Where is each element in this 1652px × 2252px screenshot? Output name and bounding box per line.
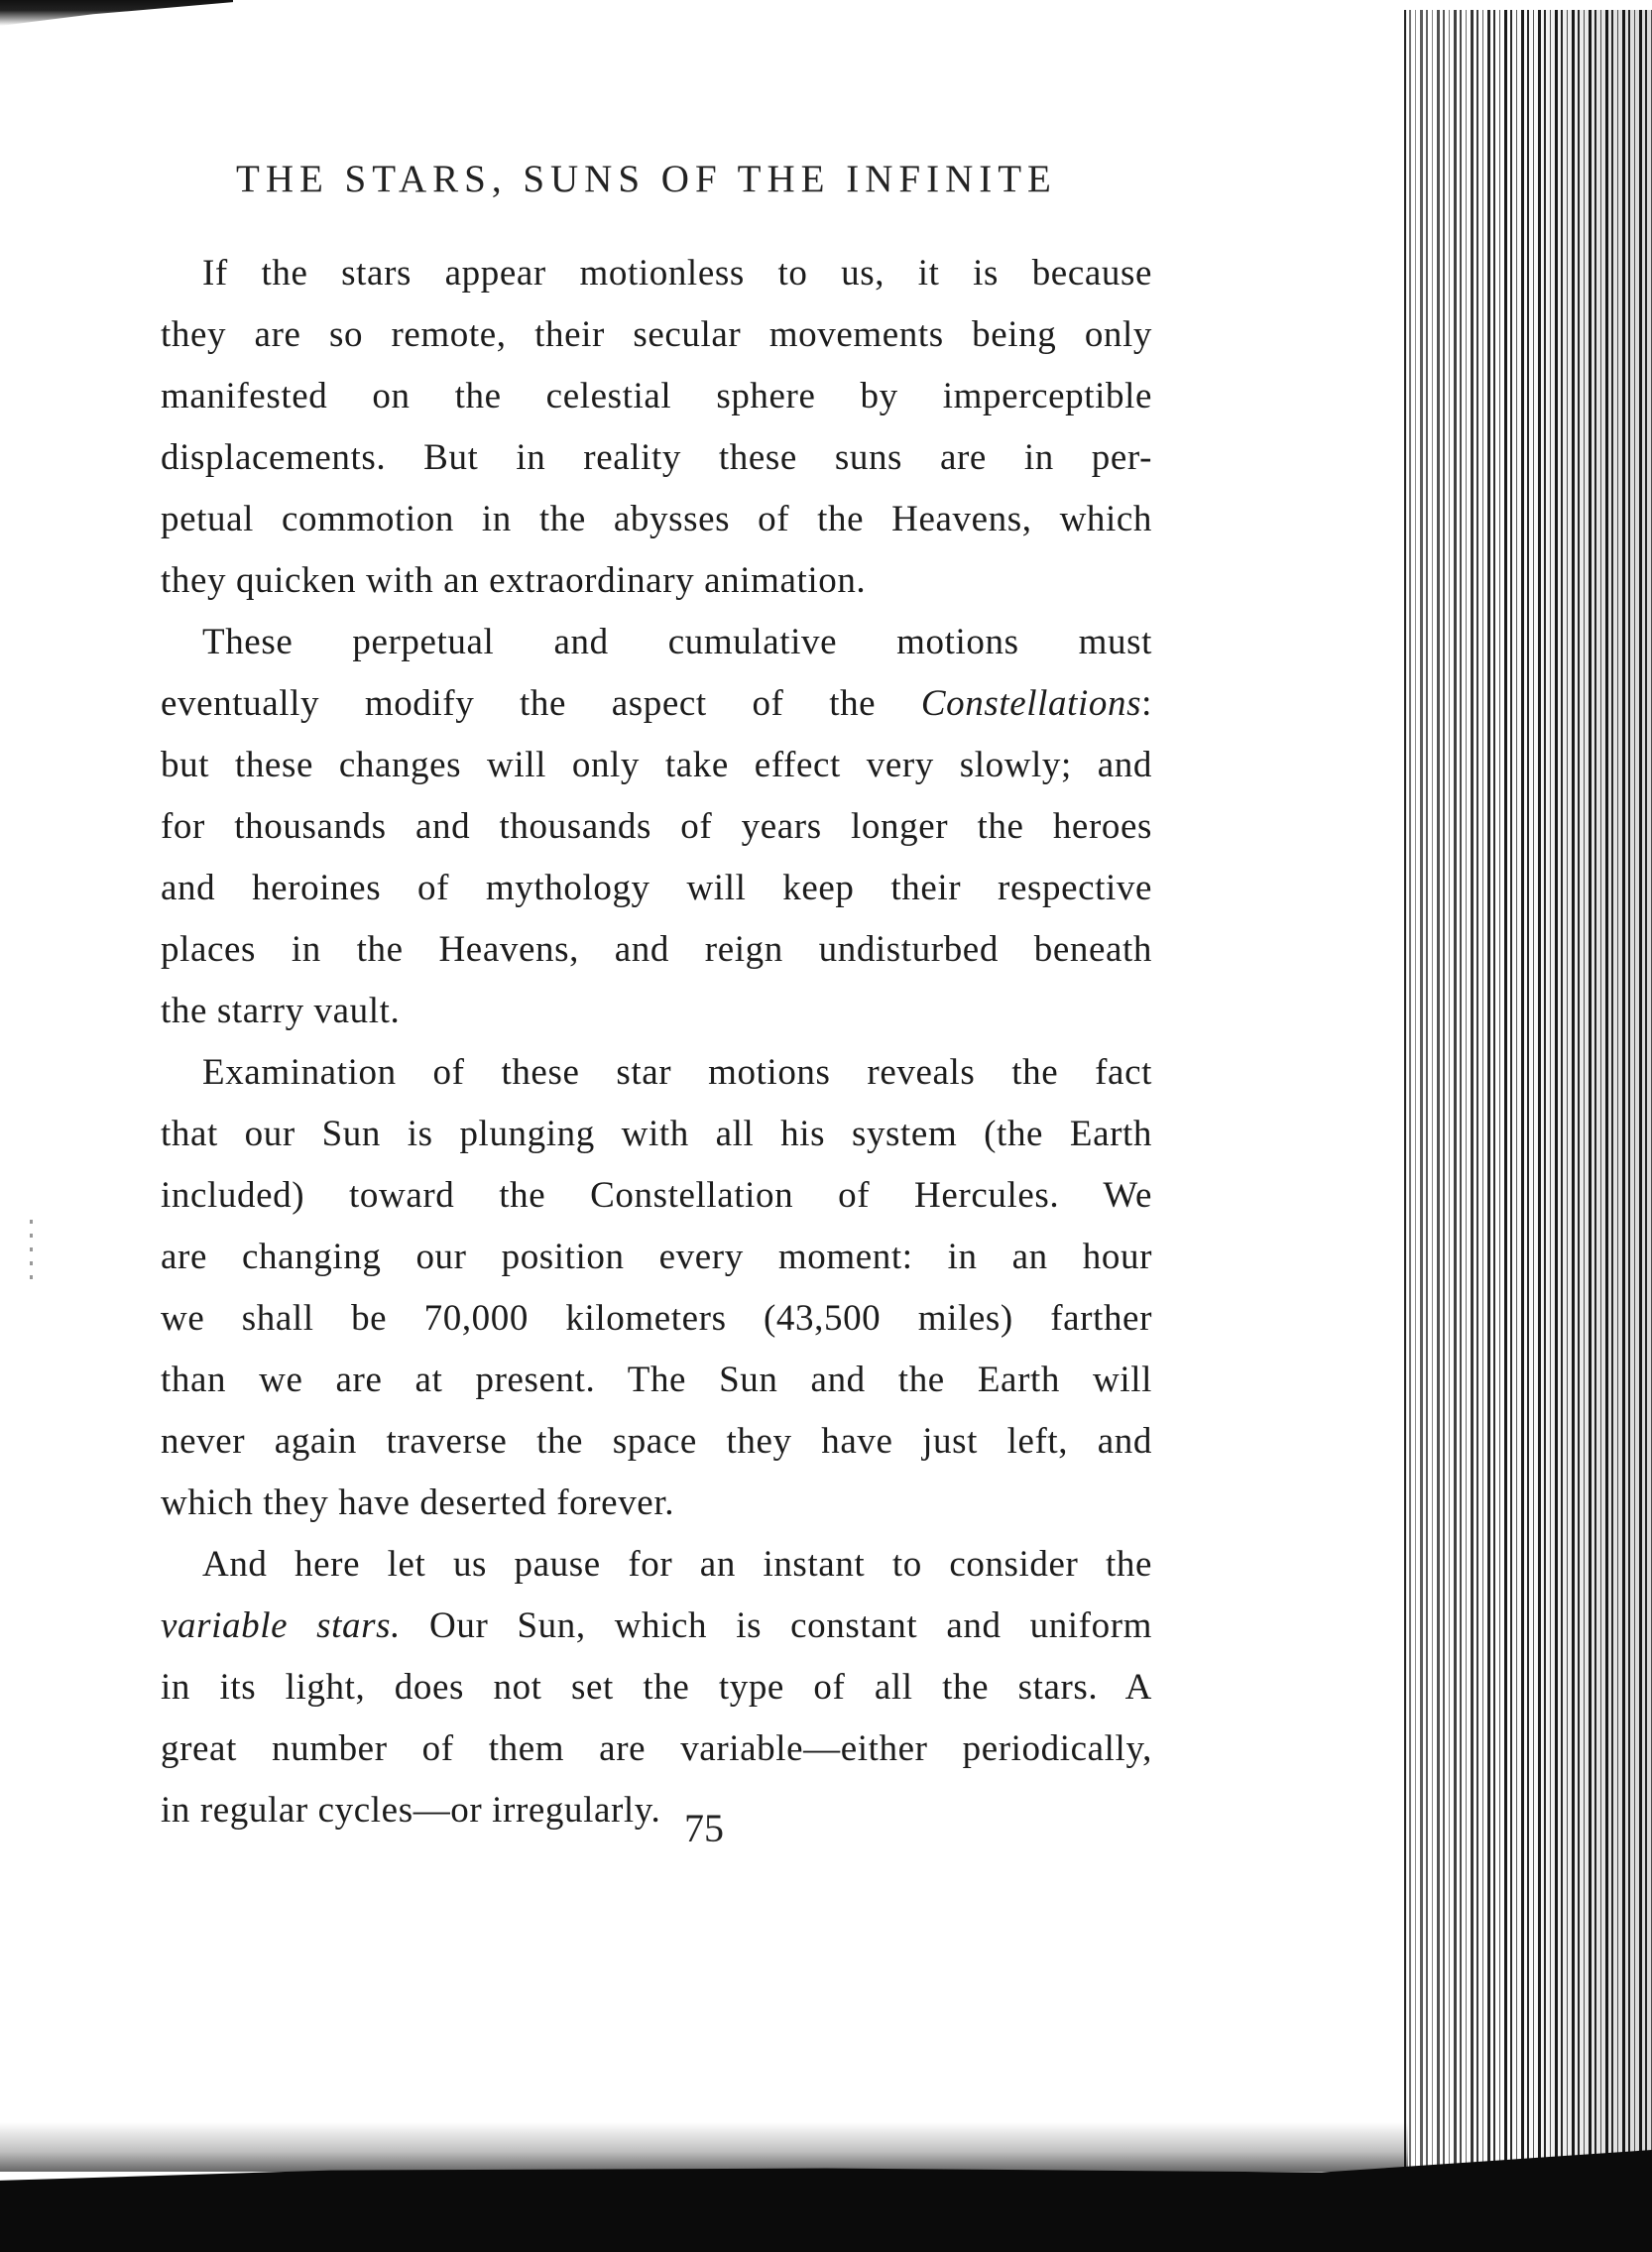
text-line <box>161 673 1152 735</box>
text-line: and heroines of mythology will keep their respective <box>161 868 1152 908</box>
text-line: the starry vault. <box>161 991 401 1031</box>
text-line: places in the Heavens, and reign undisturbed beneath <box>161 929 1152 970</box>
text-line: And here let us pause for an instant to consider the <box>202 1544 1152 1585</box>
text-line: manifested on the celestial sphere by imperceptible <box>161 376 1152 416</box>
paragraph-3 <box>161 1042 1152 1534</box>
paragraph-1 <box>161 243 1152 612</box>
book-page-edges-shade <box>1406 10 1652 2192</box>
text-line: great number of them are variable—either periodically, <box>161 1728 1152 1769</box>
text-line: but these changes will only take effect very slowly; and <box>161 745 1152 785</box>
text-line: If the stars appear motionless to us, it is because <box>202 253 1152 294</box>
text-line <box>161 1596 1152 1657</box>
text-segment: eventually modify the aspect of the <box>161 683 921 724</box>
text-line: displacements. But in reality these suns are in per- <box>161 437 1152 478</box>
text-line: never again traverse the space they have just left, and <box>161 1421 1152 1462</box>
text-line: Examination of these star motions reveals the fact <box>202 1052 1152 1093</box>
text-segment: : <box>1141 683 1152 724</box>
paragraph-2 <box>161 612 1152 1042</box>
paragraph-4 <box>161 1534 1152 1841</box>
text-segment: Our Sun, which is constant and uniform <box>401 1605 1152 1646</box>
text-line: which they have deserted forever. <box>161 1482 675 1523</box>
margin-speckles <box>30 1220 33 1279</box>
italic-term: Constellations <box>920 683 1142 724</box>
italic-term: variable stars. <box>161 1605 401 1646</box>
text-line: in regular cycles—or irregularly. <box>161 1790 661 1831</box>
page-number: 75 <box>684 1806 724 1850</box>
text-line: they quicken with an extraordinary animation. <box>161 560 867 601</box>
text-line: petual commotion in the abysses of the Heavens, which <box>161 499 1152 539</box>
text-line: we shall be 70,000 kilometers (43,500 miles) farther <box>161 1298 1152 1339</box>
text-line: are changing our position every moment: in an hour <box>161 1237 1152 1277</box>
text-line: than we are at present. The Sun and the Earth will <box>161 1360 1152 1400</box>
text-line: for thousands and thousands of years longer the heroes <box>161 806 1152 847</box>
text-line: These perpetual and cumulative motions must <box>202 622 1152 662</box>
body-text <box>161 243 1152 1841</box>
scan-shadow-bottom <box>0 2122 1408 2172</box>
text-line: in its light, does not set the type of all the stars. A <box>161 1667 1152 1708</box>
scan-artifact-top <box>0 0 233 26</box>
running-head: THE STARS, SUNS OF THE INFINITE <box>236 158 1057 200</box>
text-line: they are so remote, their secular movements being only <box>161 314 1152 355</box>
text-line: included) toward the Constellation of Hercules. We <box>161 1175 1152 1216</box>
text-line: that our Sun is plunging with all his system (the Earth <box>161 1114 1152 1154</box>
